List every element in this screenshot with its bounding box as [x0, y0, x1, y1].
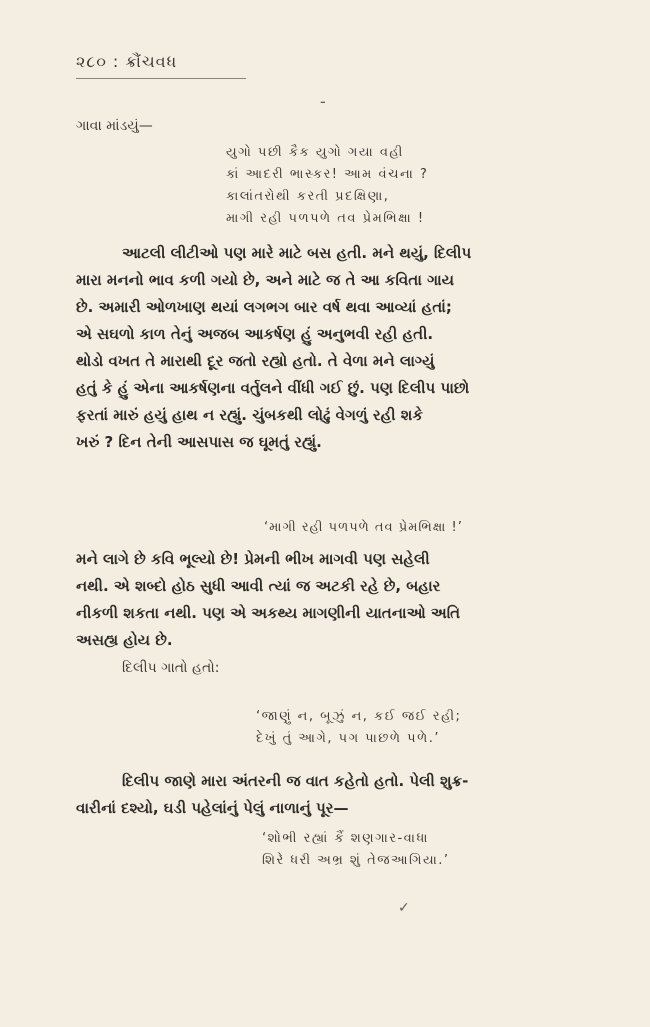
text-line: થોડો વખત તે મારાથી દૂર જતો રહ્યો હતો. તે વેળા મને લાગ્યું [76, 352, 435, 370]
verse-line: યુગો પછી કૈક યુગો ગયા વહી [226, 145, 404, 160]
text-line: ખરું ? દિન તેની આસપાસ જ ઘૂમતું રહ્યું. [76, 433, 322, 451]
text-line: હતું કે હું એના આકર્ષણના વર્તુલને વીંધી ગઈ છું. પણ દિલીપ પાછો [76, 379, 470, 397]
paragraph-1 [76, 240, 576, 456]
text-line: ફરતાં મારું હયું હાથ ન રહ્યું. ચુંબકથી લોઢું વેગળું રહી શકે [76, 406, 423, 424]
verse-2 [256, 706, 461, 750]
chapter-title: ક્રૌંચવધ [125, 52, 178, 71]
text-line: મારા મનનો ભાવ કળી ગયો છે, અને માટે જ તે આ કવિતા ગાય [76, 271, 454, 289]
quote-line: ‘માગી રહી પળપળે તવ પ્રેમભિક્ષા !’ [264, 520, 463, 535]
verse-line: કાં આદરી ભાસ્કર! આમ વંચના ? [226, 167, 429, 182]
verse-1 [226, 142, 428, 230]
text-line: છે. અમારી ઓળખાણ થયાં લગભગ બાર વર્ષ થવા આવ્યાં હતાં; [76, 298, 452, 316]
text-line: એ સઘળો કાળ તેનું અજબ આકર્ષણ હું અનુભવી રહી હતી. [76, 325, 434, 343]
verse-line: માગી રહી પળપળે તવ પ્રેમભિક્ષા ! [226, 211, 425, 226]
verse-line: દેખું તું આગે, પગ પાછળે પળે.’ [256, 731, 440, 746]
header-rule [76, 78, 246, 79]
header-separator: : [112, 52, 120, 71]
page-header [76, 52, 177, 72]
verse-line: ‘શોભી રહ્યાં કૈં શણગાર-વાધા [262, 831, 429, 846]
paragraph-3 [76, 768, 576, 822]
dilip-singing-line: દિલીપ ગાતો હતો: [122, 660, 220, 676]
paragraph-2 [76, 546, 576, 654]
text-line: મને લાગે છે કવિ ભૂલ્યો છે! પ્રેમની ભીખ માગવી પણ સહેલી [76, 550, 430, 568]
text-line: દિલીપ જાણે મારા અંતરની જ વાત કહેતો હતો. પેલી શુક્ર- [122, 772, 469, 790]
text-line: વારીનાં દશ્યો, ઘડી પહેલાંનું પેલું નાળાનું પૂર— [76, 799, 349, 817]
text-line: નથી. એ શબ્દો હોઠ સુધી આવી ત્યાં જ અટકી રહે છે, બહાર [76, 577, 441, 595]
text-line: આટલી લીટીઓ પણ મારે માટે બસ હતી. મને થયું, દિલીપ [122, 244, 472, 262]
ink-dash: - [320, 92, 326, 111]
verse-line: કાલાંતરોથી કરતી પ્રદક્ષિણા, [226, 189, 390, 204]
page-number: ૨૮૦ [76, 52, 107, 71]
ink-tick: ✓ [398, 900, 410, 916]
verse-line: ‘જાણું ન, બૂઝું ન, કઈ જઈ રહી; [256, 709, 462, 724]
intro-line: ગાવા માંડયું— [76, 118, 153, 134]
verse-3 [262, 828, 450, 872]
verse-line: શિરે ધરી અભ્ર શું તેજઆગિયા.’ [262, 853, 450, 868]
text-line: અસહ્ય હોય છે. [76, 631, 173, 649]
text-line: નીકળી શકતા નથી. પણ એ અકથ્ય માગણીની યાતનાઓ અતિ [76, 604, 461, 622]
